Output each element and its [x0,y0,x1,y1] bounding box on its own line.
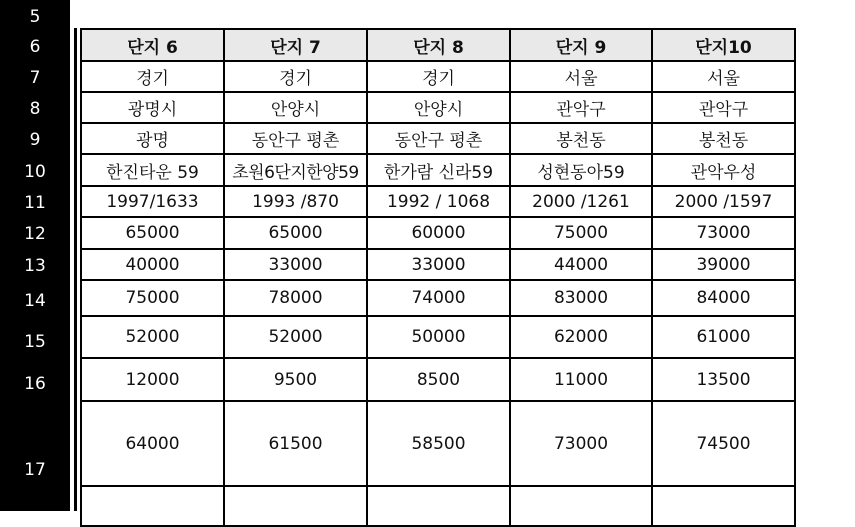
table-row [81,316,795,358]
row-header-15[interactable]: 15 [24,332,46,352]
table-row [81,186,795,217]
spreadsheet-grid [80,28,796,527]
table-cell[interactable]: 39000 [652,249,795,280]
table-cell[interactable]: 58500 [367,401,510,486]
table-cell[interactable] [367,486,510,526]
table-cell[interactable] [510,486,652,526]
table-cell[interactable]: 62000 [510,316,652,358]
table-cell[interactable]: 44000 [510,249,652,280]
table-row [81,358,795,401]
table-row [81,401,795,486]
table-cell[interactable] [652,486,795,526]
table-cell[interactable]: 1993 /870 [224,186,367,217]
row-header-5[interactable]: 5 [29,7,41,27]
column-header-cell[interactable]: 단지10 [652,29,795,61]
table-row [81,280,795,316]
row-header-14[interactable]: 14 [24,291,46,311]
table-cell[interactable]: 73000 [510,401,652,486]
table-cell[interactable]: 40000 [81,249,224,280]
frozen-pane-divider [74,28,77,511]
row-header-8[interactable]: 8 [29,99,41,119]
table-cell[interactable]: 33000 [224,249,367,280]
table-cell[interactable]: 61000 [652,316,795,358]
table-row [81,154,795,186]
table-cell[interactable]: 52000 [224,316,367,358]
table-cell[interactable]: 동안구 평촌 [224,123,367,154]
table-cell[interactable]: 65000 [224,217,367,249]
row-header-9[interactable]: 9 [29,130,41,150]
table-cell[interactable]: 73000 [652,217,795,249]
row-header-10[interactable]: 10 [24,162,46,182]
column-header-cell[interactable]: 단지 8 [367,29,510,61]
row-header-17[interactable]: 17 [24,460,46,480]
table-cell[interactable]: 52000 [81,316,224,358]
table-cell[interactable]: 관악우성 [652,154,795,186]
table-cell[interactable] [81,486,224,526]
row-header-13[interactable]: 13 [24,256,46,276]
table-row [81,29,795,61]
table-cell[interactable]: 경기 [81,61,224,92]
column-header-cell[interactable]: 단지 6 [81,29,224,61]
table-cell[interactable]: 광명 [81,123,224,154]
row-header-16[interactable]: 16 [24,374,46,394]
table-cell[interactable]: 광명시 [81,92,224,123]
table-row [81,61,795,92]
row-header-11[interactable]: 11 [24,193,46,213]
table-cell[interactable]: 2000 /1261 [510,186,652,217]
column-header-cell[interactable]: 단지 9 [510,29,652,61]
table-cell[interactable]: 65000 [81,217,224,249]
table-cell[interactable]: 12000 [81,358,224,401]
table-cell[interactable]: 75000 [510,217,652,249]
row-header-6[interactable]: 6 [29,37,41,57]
table-cell[interactable]: 1997/1633 [81,186,224,217]
table-cell[interactable] [224,486,367,526]
table-cell[interactable]: 75000 [81,280,224,316]
table-cell[interactable]: 서울 [510,61,652,92]
table-cell[interactable]: 83000 [510,280,652,316]
table-cell[interactable]: 안양시 [224,92,367,123]
table-cell[interactable]: 2000 /1597 [652,186,795,217]
row-header-7[interactable]: 7 [29,68,41,88]
table-cell[interactable]: 64000 [81,401,224,486]
table-row [81,123,795,154]
table-cell[interactable]: 60000 [367,217,510,249]
table-cell[interactable]: 74000 [367,280,510,316]
table-cell[interactable]: 8500 [367,358,510,401]
table-cell[interactable]: 84000 [652,280,795,316]
table-row [81,486,795,526]
table-cell[interactable]: 안양시 [367,92,510,123]
table-cell[interactable]: 동안구 평촌 [367,123,510,154]
table-row [81,249,795,280]
table-cell[interactable]: 경기 [367,61,510,92]
table-cell[interactable]: 1992 / 1068 [367,186,510,217]
table-cell[interactable]: 초원6단지한양59 [224,154,367,186]
table-cell[interactable]: 관악구 [652,92,795,123]
table-cell[interactable]: 78000 [224,280,367,316]
table-cell[interactable]: 50000 [367,316,510,358]
column-header-cell[interactable]: 단지 7 [224,29,367,61]
table-cell[interactable]: 성현동아59 [510,154,652,186]
table-row [81,92,795,123]
table-row [81,217,795,249]
table-cell[interactable]: 13500 [652,358,795,401]
table-cell[interactable]: 봉천동 [652,123,795,154]
table-cell[interactable]: 11000 [510,358,652,401]
table-cell[interactable]: 61500 [224,401,367,486]
table-cell[interactable]: 74500 [652,401,795,486]
table-cell[interactable]: 봉천동 [510,123,652,154]
row-header-12[interactable]: 12 [24,224,46,244]
table-cell[interactable]: 서울 [652,61,795,92]
table-cell[interactable]: 경기 [224,61,367,92]
table-cell[interactable]: 9500 [224,358,367,401]
table-cell[interactable]: 33000 [367,249,510,280]
table-cell[interactable]: 한가람 신라59 [367,154,510,186]
table-cell[interactable]: 한진타운 59 [81,154,224,186]
table-cell[interactable]: 관악구 [510,92,652,123]
